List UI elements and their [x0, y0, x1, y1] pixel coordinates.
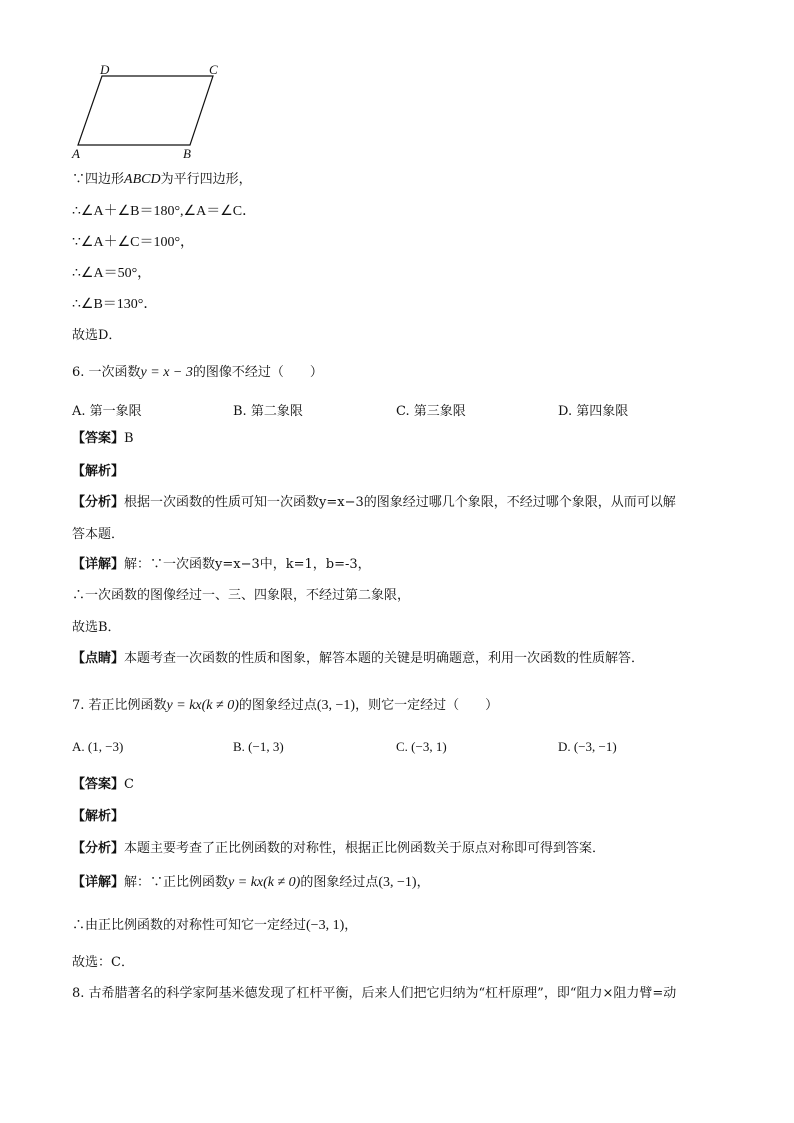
q6-dianjing: [72, 650, 644, 668]
prev-line-6: 故选D．: [72, 328, 122, 343]
q7-fenxi-tag: 【分析】: [72, 841, 125, 856]
q7-detail-3: 故选：C．: [72, 955, 134, 970]
q6-dianjing-tag: 【点睛】: [72, 651, 125, 666]
prev-line-4: ∴∠A＝50°，: [72, 266, 152, 281]
q6-option-c: C. 第三象限: [396, 404, 466, 419]
prev-line-5: ∴∠B＝130°．: [72, 297, 158, 312]
q7-detail-mid: 的图象经过点: [300, 875, 379, 890]
q7-stem-text: 7. 若正比例函数: [72, 698, 167, 713]
q7-answer-tag: 【答案】: [72, 777, 125, 792]
q6-answer: [72, 430, 134, 448]
parallelogram-figure: [66, 60, 256, 166]
q7-detail-2: [72, 917, 357, 935]
q7-stem-mid: 的图象经过点: [238, 698, 317, 713]
q7-detail-tag: 【详解】: [72, 875, 125, 890]
q6-stem: [72, 364, 323, 382]
q6-fenxi-text: 根据一次函数的性质可知一次函数y=x−3的图象经过哪几个象限，不经过哪个象限，从而可以解: [124, 495, 676, 510]
q7-detail-point: (3, −1): [378, 875, 417, 890]
prev-line-1-math: ABCD: [124, 172, 161, 187]
q7-stem: [72, 697, 498, 715]
q6-detail-text: 解：∵一次函数y=x−3中，k=1，b=-3，: [124, 557, 371, 572]
q6-detail-tag: 【详解】: [72, 557, 125, 572]
q6-dianjing-text: 本题考查一次函数的性质和图象，解答本题的关键是明确题意，利用一次函数的性质解答．: [124, 651, 645, 666]
q6-analysis-tag: 【解析】: [72, 464, 125, 479]
q7-option-d: D. (−3, −1): [558, 739, 617, 754]
vertex-label-b: B: [183, 146, 191, 161]
parallelogram-shape: [78, 76, 213, 145]
q6-detail-2: ∴一次函数的图像经过一、三、四象限，不经过第二象限，: [72, 588, 411, 603]
q7-fenxi: [72, 840, 605, 858]
prev-line-1-text: ∵四边形: [72, 172, 125, 187]
q6-option-b: B. 第二象限: [233, 404, 303, 419]
vertex-label-d: D: [100, 62, 110, 77]
prev-line-2: ∴∠A＋∠B＝180°,∠A＝∠C．: [72, 204, 257, 219]
q6-answer-tag: 【答案】: [72, 431, 125, 446]
q6-stem-end: 的图像不经过（ ）: [192, 365, 323, 380]
q7-option-a: A. (1, −3): [72, 739, 124, 754]
q7-answer-value: C: [124, 777, 134, 792]
q6-option-a: A. 第一象限: [72, 404, 142, 419]
q7-fenxi-text: 本题主要考查了正比例函数的对称性，根据正比例函数关于原点对称即可得到答案．: [124, 841, 606, 856]
q7-detail-2-point: (−3, 1): [306, 918, 345, 933]
q6-fenxi-tag: 【分析】: [72, 495, 125, 510]
q7-option-b: B. (−1, 3): [233, 739, 284, 754]
q7-detail-end: ，: [416, 875, 430, 890]
q7-analysis-tag: 【解析】: [72, 809, 125, 824]
q6-detail: [72, 556, 371, 574]
q6-fenxi: [72, 494, 676, 512]
q7-detail-math: y = kx(k ≠ 0): [228, 875, 301, 890]
q7-detail: [72, 874, 430, 892]
q7-answer: [72, 776, 134, 794]
q6-stem-math: y = x − 3: [140, 365, 193, 380]
q7-detail-2-text: ∴由正比例函数的对称性可知它一定经过: [72, 918, 307, 933]
prev-line-1: [72, 171, 252, 189]
q7-stem-point: (3, −1): [316, 698, 356, 713]
q7-option-c: C. (−3, 1): [396, 739, 447, 754]
q6-answer-value: B: [124, 431, 134, 446]
q6-detail-3: 故选B．: [72, 620, 121, 635]
prev-line-1-end: 为平行四边形，: [160, 172, 252, 187]
prev-line-3: ∵∠A＋∠C＝100°，: [72, 235, 195, 250]
q6-stem-text: 6. 一次函数: [72, 365, 141, 380]
q7-stem-math: y = kx(k ≠ 0): [166, 698, 239, 713]
q8-stem: 8. 古希腊著名的科学家阿基米德发现了杠杆平衡，后来人们把它归纳为“杠杆原理”，即“阻力×阻力臂=动: [72, 986, 677, 1001]
q6-fenxi-cont: 答本题．: [72, 527, 125, 542]
q7-detail-2-end: ，: [344, 918, 358, 933]
q6-option-d: D. 第四象限: [558, 404, 629, 419]
q7-stem-end: ，则它一定经过（ ）: [355, 698, 499, 713]
q7-detail-text: 解：∵正比例函数: [124, 875, 229, 890]
vertex-label-a: A: [72, 146, 80, 161]
vertex-label-c: C: [209, 62, 218, 77]
